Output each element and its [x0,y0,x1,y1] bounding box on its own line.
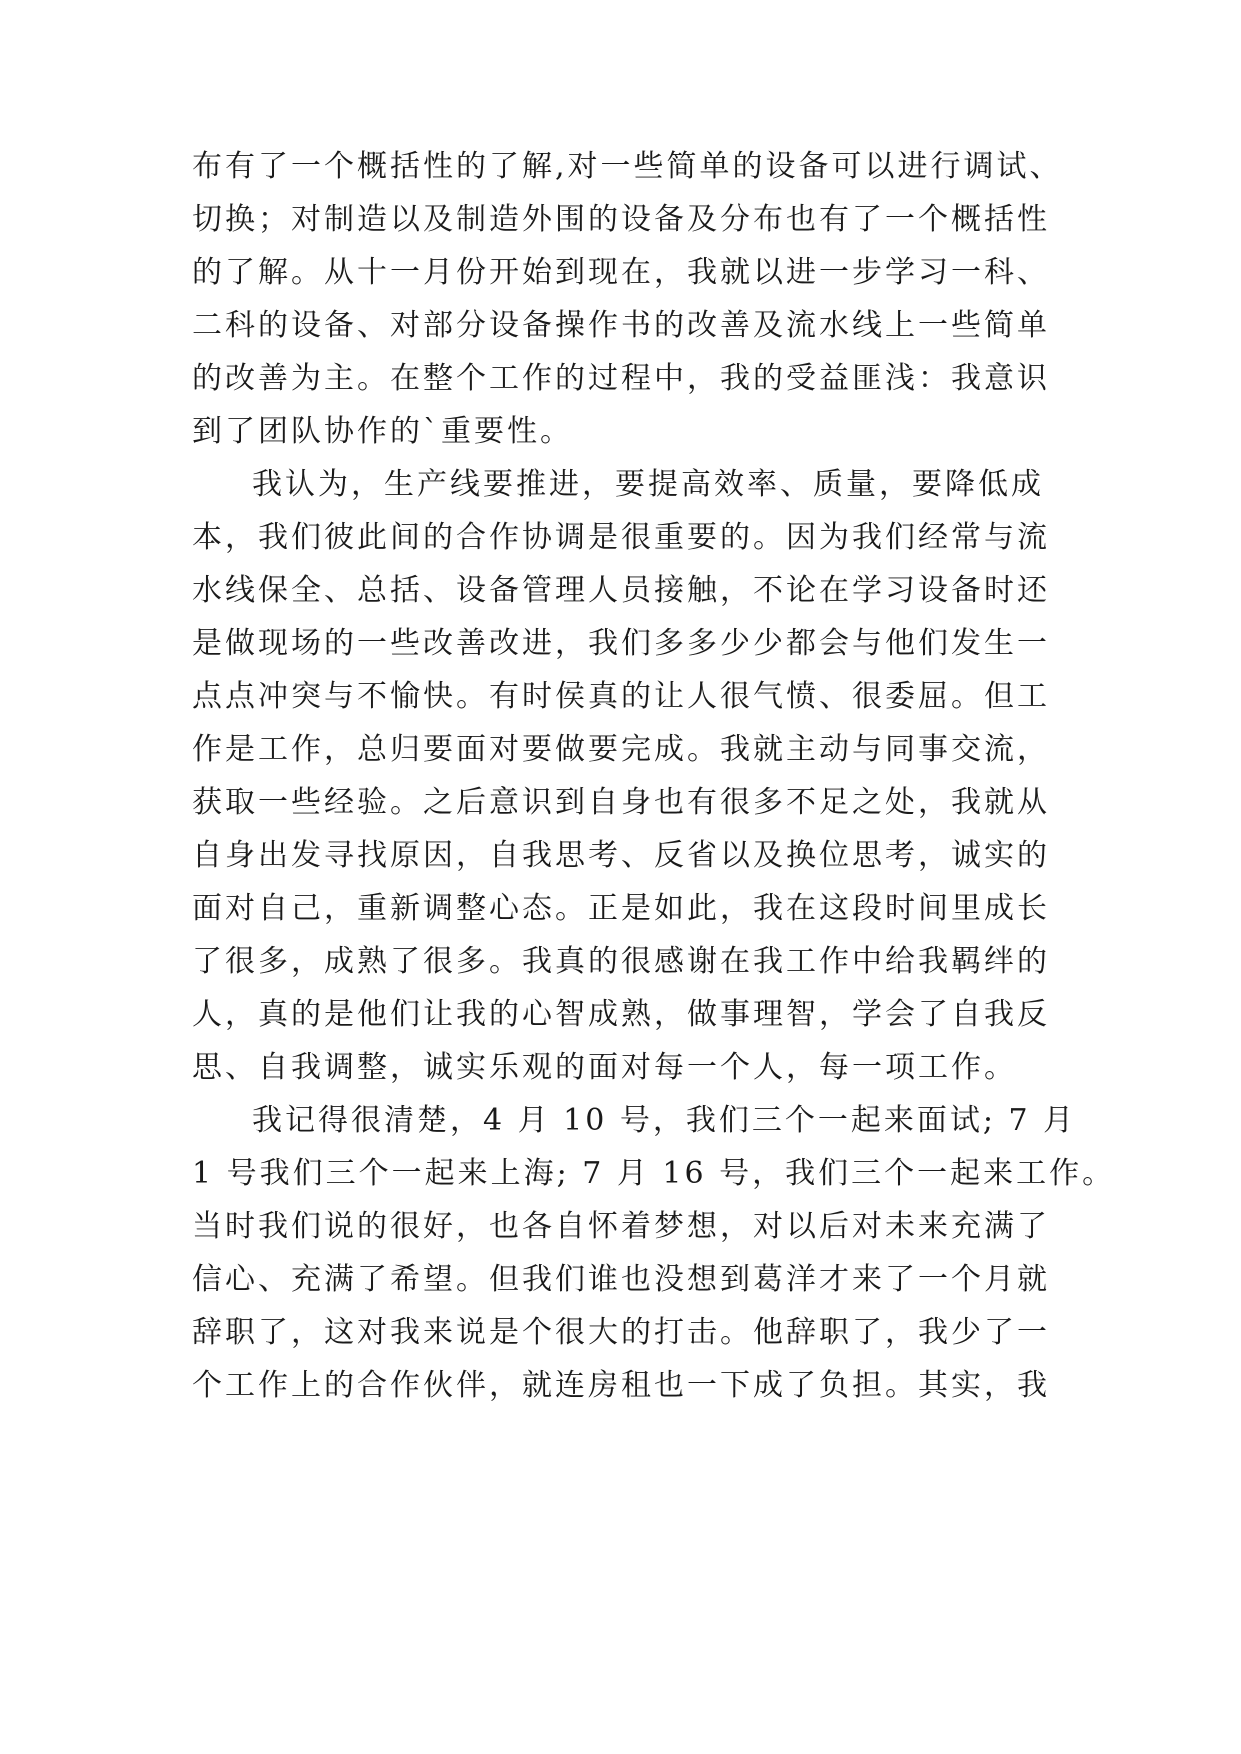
paragraph-first-line: 我认为，生产线要推进，要提高效率、质量，要降低成 [252,467,1044,502]
text-line: 本，我们彼此间的合作协调是很重要的。因为我们经常与流 [192,520,1050,555]
text-line: 获取一些经验。之后意识到自身也有很多不足之处，我就从 [192,785,1050,820]
text-line: 个工作上的合作伙伴，就连房租也一下成了负担。其实，我 [192,1368,1050,1403]
text-line: 人，真的是他们让我的心智成熟，做事理智，学会了自我反 [192,997,1050,1032]
text-line: 切换；对制造以及制造外围的设备及分布也有了一个概括性 [192,202,1050,237]
paragraph-first-line: 我记得很清楚，4 月 10 号，我们三个一起来面试; 7 月 [252,1103,1077,1138]
text-line: 是做现场的一些改善改进，我们多多少少都会与他们发生一 [192,626,1050,661]
text-line: 作是工作，总归要面对要做要完成。我就主动与同事交流， [192,732,1050,767]
text-line: 的改善为主。在整个工作的过程中，我的受益匪浅：我意识 [192,361,1050,396]
text-line: 思、自我调整，诚实乐观的面对每一个人，每一项工作。 [192,1050,1017,1085]
text-line: 自身出发寻找原因，自我思考、反省以及换位思考，诚实的 [192,838,1050,873]
text-line: 辞职了，这对我来说是个很大的打击。他辞职了，我少了一 [192,1315,1050,1350]
text-line: 信心、充满了希望。但我们谁也没想到葛洋才来了一个月就 [192,1262,1050,1297]
text-line: 二科的设备、对部分设备操作书的改善及流水线上一些简单 [192,308,1050,343]
text-line: 水线保全、总括、设备管理人员接触，不论在学习设备时还 [192,573,1050,608]
text-line: 当时我们说的很好，也各自怀着梦想，对以后对未来充满了 [192,1209,1050,1244]
text-line: 面对自己，重新调整心态。正是如此，我在这段时间里成长 [192,891,1050,926]
text-line: 点点冲突与不愉快。有时侯真的让人很气愤、很委屈。但工 [192,679,1050,714]
text-line: 布有了一个概括性的了解,对一些简单的设备可以进行调试、 [192,149,1063,184]
text-line: 到了团队协作的`重要性。 [192,414,573,449]
text-line: 1 号我们三个一起来上海; 7 月 16 号，我们三个一起来工作。 [192,1156,1116,1191]
text-line: 的了解。从十一月份开始到现在，我就以进一步学习一科、 [192,255,1050,290]
text-line: 了很多，成熟了很多。我真的很感谢在我工作中给我羁绊的 [192,944,1050,979]
